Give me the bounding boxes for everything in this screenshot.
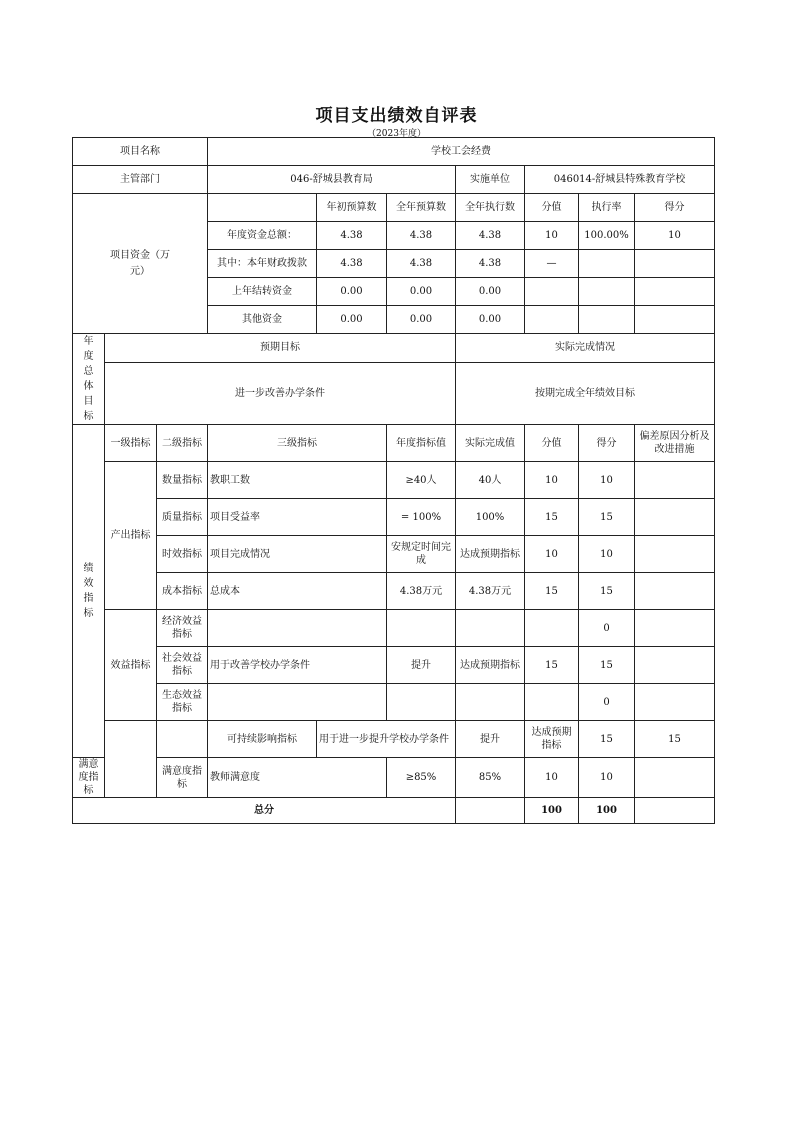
perf-benefit-label: 效益指标 <box>105 610 157 721</box>
perf-l2: 数量指标 <box>157 462 208 499</box>
perf-actual <box>456 610 525 647</box>
funds-row-label: 上年结转资金 <box>208 278 317 306</box>
perf-l2: 成本指标 <box>157 573 208 610</box>
funds-header-0: 年初预算数 <box>317 194 387 222</box>
perf-score-value: 10 <box>525 536 579 573</box>
perf-score-value: 10 <box>525 758 579 798</box>
funds-row-value: 4.38 <box>387 250 456 278</box>
perf-l3: 项目完成情况 <box>208 536 387 573</box>
funds-row-value: 10 <box>635 222 715 250</box>
perf-header-note: 偏差原因分析及改进措施 <box>635 425 715 462</box>
perf-l3: 教职工数 <box>208 462 387 499</box>
funds-header-3: 分值 <box>525 194 579 222</box>
perf-l3: 项目受益率 <box>208 499 387 536</box>
funds-row-value <box>579 278 635 306</box>
perf-l2: 质量指标 <box>157 499 208 536</box>
perf-score-value: 15 <box>579 721 635 758</box>
dept-label: 主管部门 <box>73 166 208 194</box>
funds-row-value: 4.38 <box>317 250 387 278</box>
dept-value: 046-舒城县教育局 <box>208 166 456 194</box>
page-subtitle: （2023年度） <box>367 129 426 139</box>
perf-target: 安规定时间完成 <box>387 536 456 573</box>
funds-row-value: 10 <box>525 222 579 250</box>
perf-score: 0 <box>579 684 635 721</box>
funds-row-value: 4.38 <box>387 222 456 250</box>
perf-blank-l1 <box>157 721 208 758</box>
perf-l3 <box>208 684 387 721</box>
perf-l3 <box>208 610 387 647</box>
funds-row-value: 0.00 <box>387 306 456 334</box>
goals-actual-value: 按期完成全年绩效目标 <box>456 362 715 424</box>
funds-row-value: 0.00 <box>317 306 387 334</box>
funds-row-value: 0.00 <box>456 278 525 306</box>
perf-note <box>635 462 715 499</box>
evaluation-table <box>72 137 715 824</box>
funds-row-value <box>635 278 715 306</box>
perf-target <box>387 684 456 721</box>
perf-score-value <box>525 610 579 647</box>
perf-score-value: 15 <box>525 573 579 610</box>
perf-score: 15 <box>579 647 635 684</box>
perf-target: 4.38万元 <box>387 573 456 610</box>
perf-label-text: 绩效指标 <box>83 563 94 619</box>
funds-label <box>73 194 208 334</box>
goals-expected-header: 预期目标 <box>105 334 456 363</box>
perf-score: 15 <box>635 721 715 758</box>
perf-actual: 100% <box>456 499 525 536</box>
perf-l2: 时效指标 <box>157 536 208 573</box>
perf-score: 10 <box>579 536 635 573</box>
perf-note <box>635 536 715 573</box>
perf-target: ≥40人 <box>387 462 456 499</box>
total-score-value: 100 <box>525 798 579 824</box>
funds-row-value <box>579 306 635 334</box>
perf-score: 15 <box>579 573 635 610</box>
funds-row-value: — <box>525 250 579 278</box>
perf-header-l2: 二级指标 <box>157 425 208 462</box>
funds-header-4: 执行率 <box>579 194 635 222</box>
perf-actual: 达成预期指标 <box>456 647 525 684</box>
perf-l2: 经济效益指标 <box>157 610 208 647</box>
perf-note <box>635 499 715 536</box>
goals-actual-header: 实际完成情况 <box>456 334 715 363</box>
perf-l3: 用于进一步提升学校办学条件 <box>317 721 456 758</box>
perf-actual <box>456 684 525 721</box>
funds-row-value: 100.00% <box>579 222 635 250</box>
perf-score: 10 <box>579 462 635 499</box>
perf-target: 提升 <box>387 647 456 684</box>
perf-header-l1: 一级指标 <box>105 425 157 462</box>
perf-header-target: 年度指标值 <box>387 425 456 462</box>
project-name-label: 项目名称 <box>73 138 208 166</box>
funds-row-label: 其他资金 <box>208 306 317 334</box>
perf-note <box>635 610 715 647</box>
total-note <box>635 798 715 824</box>
perf-score: 0 <box>579 610 635 647</box>
perf-score: 10 <box>579 758 635 798</box>
funds-row-value <box>635 250 715 278</box>
perf-note <box>635 684 715 721</box>
perf-score-value: 15 <box>525 647 579 684</box>
funds-row-value <box>525 306 579 334</box>
total-label: 总分 <box>73 798 456 824</box>
perf-l2: 生态效益指标 <box>157 684 208 721</box>
perf-score-value: 10 <box>525 462 579 499</box>
funds-row-value: 4.38 <box>456 250 525 278</box>
perf-l2: 可持续影响指标 <box>208 721 317 758</box>
impl-unit-label: 实施单位 <box>456 166 525 194</box>
funds-header-5: 得分 <box>635 194 715 222</box>
perf-actual: 85% <box>456 758 525 798</box>
perf-score-value: 15 <box>525 499 579 536</box>
perf-note <box>635 758 715 798</box>
perf-note <box>635 573 715 610</box>
funds-row-value <box>525 278 579 306</box>
total-blank <box>456 798 525 824</box>
funds-header-2: 全年执行数 <box>456 194 525 222</box>
funds-header-blank <box>208 194 317 222</box>
perf-note <box>635 647 715 684</box>
perf-output-label: 产出指标 <box>105 462 157 610</box>
perf-label <box>73 425 105 758</box>
goals-label <box>73 334 105 425</box>
perf-target: 提升 <box>456 721 525 758</box>
perf-target: ≥85% <box>387 758 456 798</box>
perf-header-score: 得分 <box>579 425 635 462</box>
page-title: 项目支出绩效自评表 <box>315 106 478 126</box>
perf-header-score-value: 分值 <box>525 425 579 462</box>
funds-row-value: 0.00 <box>317 278 387 306</box>
funds-row-value <box>635 306 715 334</box>
perf-target <box>387 610 456 647</box>
perf-target: = 100% <box>387 499 456 536</box>
perf-l3: 教师满意度 <box>208 758 387 798</box>
goals-label-text: 年度总体目标 <box>83 336 94 422</box>
total-score: 100 <box>579 798 635 824</box>
perf-header-l3: 三级指标 <box>208 425 387 462</box>
funds-row-value: 0.00 <box>456 306 525 334</box>
funds-row-value: 4.38 <box>456 222 525 250</box>
perf-score-value <box>525 684 579 721</box>
perf-actual: 达成预期指标 <box>525 721 579 758</box>
perf-actual: 达成预期指标 <box>456 536 525 573</box>
perf-l3: 用于改善学校办学条件 <box>208 647 387 684</box>
funds-label-text: 项目资金（万元） <box>110 249 170 277</box>
funds-row-label: 其中：本年财政拨款 <box>208 250 317 278</box>
perf-left-blank <box>105 721 157 798</box>
perf-l2: 社会效益指标 <box>157 647 208 684</box>
perf-l2: 满意度指标 <box>157 758 208 798</box>
funds-row-value <box>579 250 635 278</box>
goals-expected-value: 进一步改善办学条件 <box>105 362 456 424</box>
funds-header-1: 全年预算数 <box>387 194 456 222</box>
perf-satisfaction-label: 满意度指标 <box>73 758 105 798</box>
perf-l3: 总成本 <box>208 573 387 610</box>
project-name-value: 学校工会经费 <box>208 138 715 166</box>
funds-row-label: 年度资金总额： <box>208 222 317 250</box>
perf-actual: 4.38万元 <box>456 573 525 610</box>
funds-row-value: 4.38 <box>317 222 387 250</box>
impl-unit-value: 046014-舒城县特殊教育学校 <box>525 166 715 194</box>
perf-actual: 40人 <box>456 462 525 499</box>
funds-row-value: 0.00 <box>387 278 456 306</box>
perf-header-actual: 实际完成值 <box>456 425 525 462</box>
perf-score: 15 <box>579 499 635 536</box>
